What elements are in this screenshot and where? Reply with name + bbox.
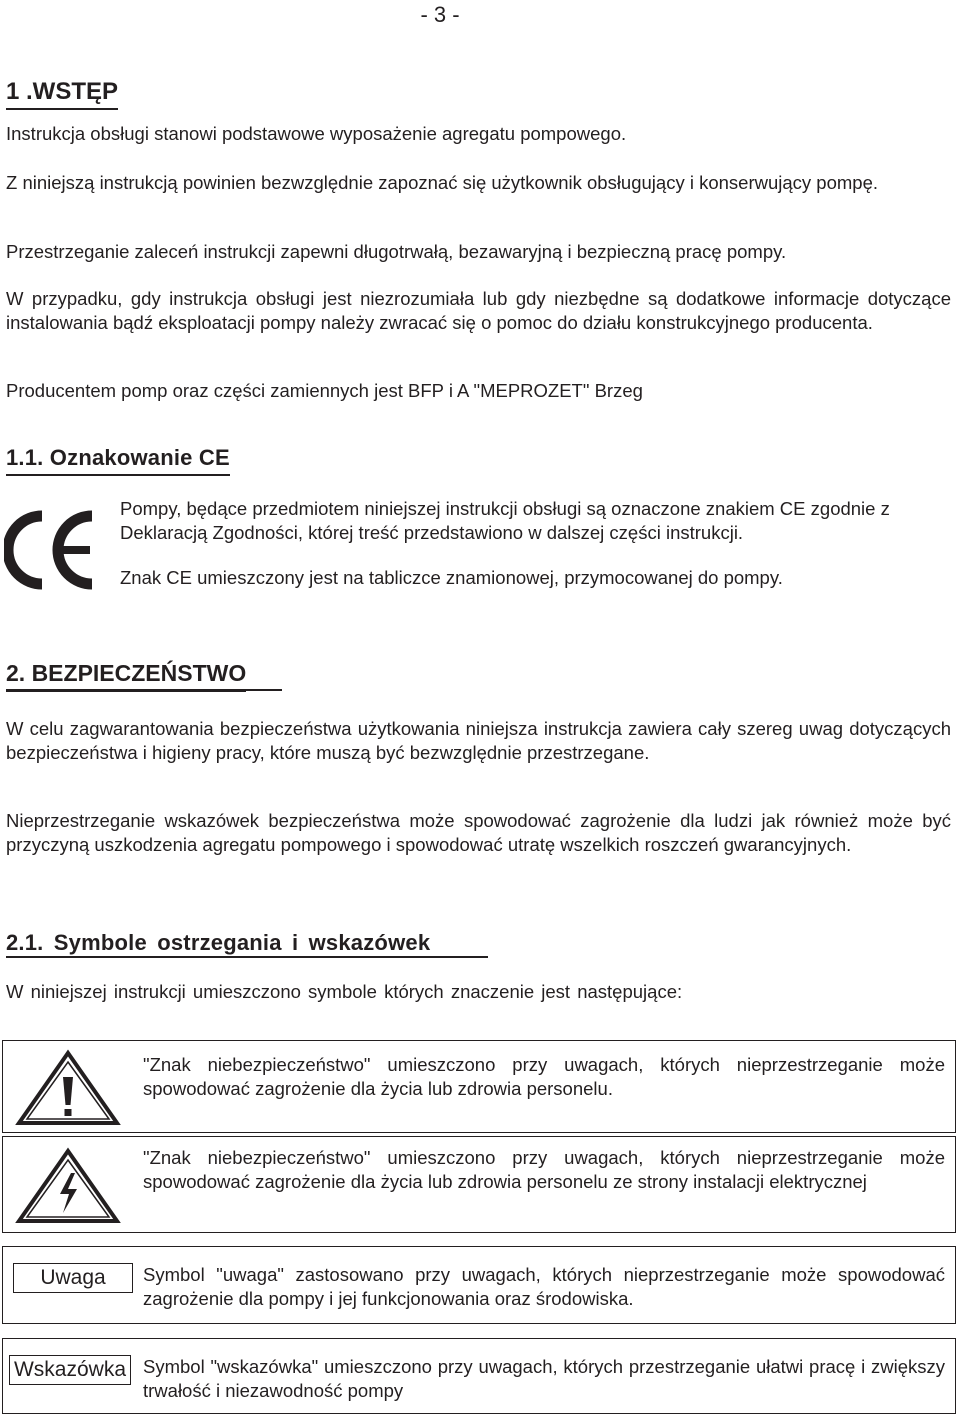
section-2-1-underline [6, 956, 488, 958]
symbol-danger-text: "Znak niebezpieczeństwo" umieszczono przy uwagach, których nieprzestrzeganie może spowodować zagrożenie dla życia lub zdrowia personelu. [143, 1054, 945, 1099]
sec1-paragraph-5: Producentem pomp oraz części zamiennych jest BFP i A "MEPROZET" Brzeg [6, 380, 643, 401]
sec1-paragraph-4: W przypadku, gdy instrukcja obsługi jest niezrozumiała lub gdy niezbędne są dodatkowe informacje dotyczące instalowania bądź eksploatacji pompy należy zwracać się o pomoc do działu konstrukcyjnego producenta. [6, 288, 951, 333]
section-1-heading: 1 .WSTĘP [6, 78, 118, 110]
symbol-row-wskazowka [2, 1338, 956, 1414]
sec2-paragraph-1: W celu zagwarantowania bezpieczeństwa użytkowania niniejsza instrukcja zawiera cały szereg uwag dotyczących bezpieczeństwa i higieny pracy, które muszą być bezwzględnie przestrzegane. [6, 718, 951, 763]
symbol-row-uwaga [2, 1246, 956, 1324]
sec1-paragraph-1: Instrukcja obsługi stanowi podstawowe wyposażenie agregatu pompowego. [6, 123, 627, 144]
symbol-electrical-text: "Znak niebezpieczeństwo" umieszczono przy uwagach, których nieprzestrzeganie może spowodować zagrożenie dla życia lub zdrowia personelu ze strony instalacji elektrycznej [143, 1147, 945, 1192]
wskazowka-label: Wskazówka [9, 1355, 131, 1385]
sec21-intro: W niniejszej instrukcji umieszczono symbole których znaczenie jest następujące: [6, 981, 683, 1002]
section-1-1-heading: 1.1. Oznakowanie CE [6, 445, 230, 476]
uwaga-label: Uwaga [13, 1263, 133, 1293]
symbol-row-electrical [2, 1136, 956, 1233]
section-2-underline [6, 689, 282, 691]
sec1-paragraph-3: Przestrzeganie zaleceń instrukcji zapewni długotrwałą, bezawaryjną i bezpieczną pracę pompy. [6, 241, 787, 262]
section-2-1-heading: 2.1. Symbole ostrzegania i wskazówek [6, 930, 431, 955]
ce-mark-logo [4, 510, 98, 590]
section-2-heading: 2. BEZPIECZEŃSTWO [6, 660, 246, 692]
page-number: - 3 - [420, 2, 460, 27]
sec11-paragraph-1: Pompy, będące przedmiotem niniejszej instrukcji obsługi są oznaczone znakiem CE zgodnie z Deklaracją Zgodności, której treść przedstawiono w dalszej części instrukcji. [120, 498, 890, 543]
sec2-paragraph-2: Nieprzestrzeganie wskazówek bezpieczeństwa może spowodować zagrożenie dla ludzi jak również może być przyczyną uszkodzenia agregatu pompowego i spowodować utratę wszelkich roszczeń gwarancyjnych. [6, 810, 951, 855]
symbol-uwaga-text: Symbol "uwaga" zastosowano przy uwagach, których nieprzestrzeganie może spowodować zagrożenie dla pompy i jej funkcjonowania oraz środowiska. [143, 1264, 945, 1309]
warning-exclamation-icon [13, 1049, 123, 1127]
electrical-hazard-icon [13, 1147, 123, 1225]
ce-mark-icon [4, 510, 98, 590]
sec11-paragraph-2: Znak CE umieszczony jest na tabliczce znamionowej, przymocowanej do pompy. [120, 567, 783, 588]
sec1-paragraph-2: Z niniejszą instrukcją powinien bezwzględnie zapoznać się użytkownik obsługujący i konserwujący pompę. [6, 172, 879, 193]
symbol-wskazowka-text: Symbol "wskazówka" umieszczono przy uwagach, których przestrzeganie ułatwi pracę i zwiększy trwałość i niezawodność pompy [143, 1356, 945, 1401]
symbol-row-danger [2, 1040, 956, 1133]
